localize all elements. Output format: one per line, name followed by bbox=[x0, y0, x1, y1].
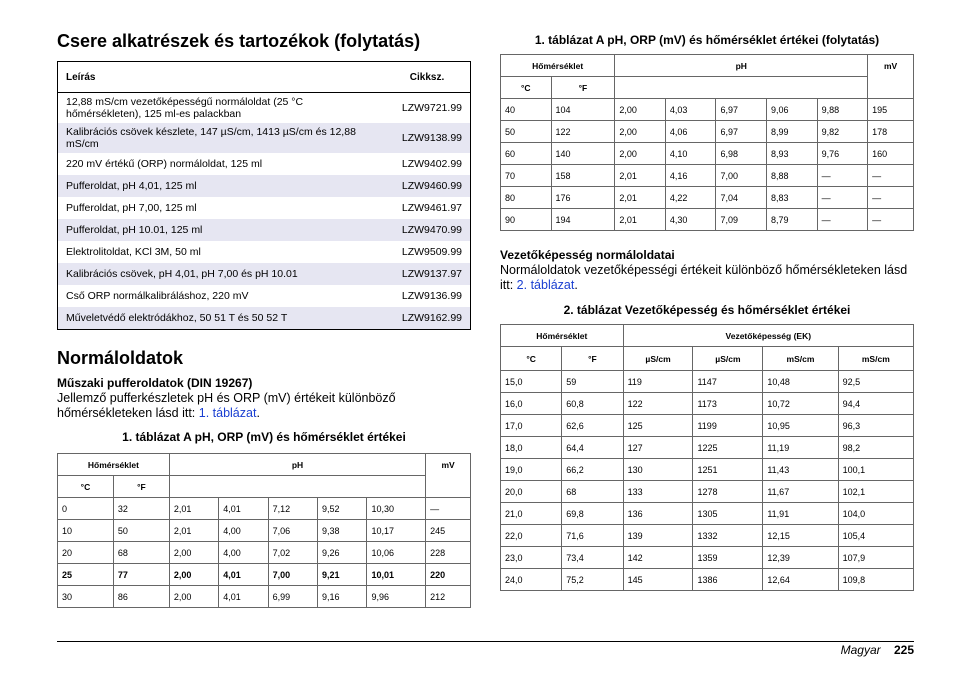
table-cell: 136 bbox=[623, 503, 693, 525]
table-cell: 228 bbox=[426, 542, 471, 564]
table-cell: 4,22 bbox=[665, 187, 716, 209]
table-cell: — bbox=[817, 209, 868, 231]
table-cell: 9,76 bbox=[817, 143, 868, 165]
table-row bbox=[501, 481, 914, 503]
table-cell: 6,98 bbox=[716, 143, 767, 165]
table-cell: 96,3 bbox=[838, 415, 913, 437]
table-cell: 69,8 bbox=[562, 503, 623, 525]
table-cell: — bbox=[817, 187, 868, 209]
table-row bbox=[58, 175, 471, 197]
part-code: LZW9162.99 bbox=[384, 307, 471, 330]
table-cell: 105,4 bbox=[838, 525, 913, 547]
table-cell: 2,00 bbox=[169, 542, 218, 564]
t1c-header-ph-blank bbox=[615, 77, 868, 99]
t1-header-f: °F bbox=[113, 476, 169, 498]
right-column bbox=[500, 30, 914, 591]
table2 bbox=[500, 324, 914, 591]
table-row bbox=[501, 187, 914, 209]
table-cell: 7,06 bbox=[268, 520, 317, 542]
table-cell: 73,4 bbox=[562, 547, 623, 569]
table-cell: 11,67 bbox=[763, 481, 838, 503]
table-cell: 10,17 bbox=[367, 520, 426, 542]
t1c-header-c: °C bbox=[501, 77, 552, 99]
table-row bbox=[58, 263, 471, 285]
part-code: LZW9136.99 bbox=[401, 290, 462, 302]
table-cell: 7,00 bbox=[716, 165, 767, 187]
table-cell: 80 bbox=[501, 187, 552, 209]
table-cell: 100,1 bbox=[838, 459, 913, 481]
table-cell: 107,9 bbox=[838, 547, 913, 569]
table-cell: 4,16 bbox=[665, 165, 716, 187]
t2-header-cond: Vezetőképesség (EK) bbox=[623, 325, 913, 347]
table-row bbox=[58, 285, 471, 307]
table-cell: 15,0 bbox=[501, 371, 562, 393]
table-cell: 1359 bbox=[693, 547, 763, 569]
section-title: Csere alkatrészek és tartozékok (folytatás) bbox=[57, 31, 421, 51]
table-cell: 109,8 bbox=[838, 569, 913, 591]
table-cell: 1199 bbox=[693, 415, 763, 437]
part-description: 12,88 mS/cm vezetőképességű normáloldat (25 °C hőmérsékleten), 125 ml-es palackban bbox=[66, 96, 304, 120]
table-cell: 2,00 bbox=[169, 564, 218, 586]
table-row bbox=[501, 547, 914, 569]
table1-link[interactable]: 1. táblázat bbox=[198, 406, 257, 420]
table-cell: 9,88 bbox=[817, 99, 868, 121]
table-row bbox=[58, 153, 471, 175]
table-cell: 66,2 bbox=[562, 459, 623, 481]
table-cell: 119 bbox=[623, 371, 693, 393]
table-cell: 104,0 bbox=[838, 503, 913, 525]
page-number: 225 bbox=[893, 643, 914, 657]
table-cell: 10,95 bbox=[763, 415, 838, 437]
table-cell: 60 bbox=[501, 143, 552, 165]
t2-header-f: °F bbox=[562, 347, 623, 371]
part-description: Pufferoldat, pH 7,00, 125 ml bbox=[66, 202, 197, 214]
table-cell: 2,01 bbox=[615, 209, 666, 231]
table-cell: 9,26 bbox=[318, 542, 367, 564]
table-cell: 30 bbox=[58, 586, 114, 608]
standards-title: Normáloldatok bbox=[57, 348, 184, 368]
table-cell: 90 bbox=[501, 209, 552, 231]
table-cell: 194 bbox=[551, 209, 615, 231]
t2-header-ms2: mS/cm bbox=[838, 347, 913, 371]
table-cell: 158 bbox=[551, 165, 615, 187]
table-cell: 122 bbox=[551, 121, 615, 143]
table1 bbox=[57, 453, 471, 608]
part-code: LZW9138.99 bbox=[384, 123, 471, 153]
table-cell: 7,09 bbox=[716, 209, 767, 231]
table-cell: 86 bbox=[113, 586, 169, 608]
table2-link[interactable]: 2. táblázat bbox=[516, 278, 575, 292]
table-cell: 4,01 bbox=[219, 564, 268, 586]
table-cell: 64,4 bbox=[562, 437, 623, 459]
table-row bbox=[501, 99, 914, 121]
parts-table bbox=[57, 61, 471, 330]
table-row bbox=[501, 415, 914, 437]
table-row bbox=[58, 586, 471, 608]
table-cell: 9,82 bbox=[817, 121, 868, 143]
table-cell: 12,15 bbox=[763, 525, 838, 547]
table-cell: 0 bbox=[58, 498, 114, 520]
buffer-text-end: . bbox=[256, 406, 260, 420]
table1c-caption: 1. táblázat A pH, ORP (mV) és hőmérséklet értékei (folytatás) bbox=[534, 33, 880, 47]
table-row bbox=[501, 459, 914, 481]
t1-header-temp: Hőmérséklet bbox=[58, 454, 170, 476]
table-row bbox=[501, 569, 914, 591]
table-cell: 4,01 bbox=[219, 498, 268, 520]
table-cell: 40 bbox=[501, 99, 552, 121]
table-cell: 4,06 bbox=[665, 121, 716, 143]
table-cell: 139 bbox=[623, 525, 693, 547]
table-cell: 9,06 bbox=[767, 99, 818, 121]
table-cell: 8,93 bbox=[767, 143, 818, 165]
table-cell: — bbox=[817, 165, 868, 187]
table-row bbox=[501, 165, 914, 187]
table-cell: 50 bbox=[501, 121, 552, 143]
table-cell: 8,88 bbox=[767, 165, 818, 187]
part-description: Cső ORP normálkalibráláshoz, 220 mV bbox=[66, 290, 249, 302]
part-code: LZW9137.97 bbox=[384, 263, 471, 285]
table-cell: 2,01 bbox=[169, 520, 218, 542]
table-cell: 125 bbox=[623, 415, 693, 437]
table-cell: 20,0 bbox=[501, 481, 562, 503]
buffer-paragraph bbox=[57, 391, 471, 421]
table-cell: 24,0 bbox=[501, 569, 562, 591]
table-cell: 1173 bbox=[693, 393, 763, 415]
table-cell: 8,79 bbox=[767, 209, 818, 231]
table-cell: 10,48 bbox=[763, 371, 838, 393]
table-cell: 32 bbox=[113, 498, 169, 520]
table-cell: 22,0 bbox=[501, 525, 562, 547]
table-cell: 1225 bbox=[693, 437, 763, 459]
table-cell: 2,00 bbox=[615, 121, 666, 143]
table-row bbox=[58, 93, 471, 124]
table1-continued-body bbox=[501, 99, 914, 231]
table2-caption: 2. táblázat Vezetőképesség és hőmérséklet értékei bbox=[563, 303, 851, 317]
t2-header-us2: µS/cm bbox=[693, 347, 763, 371]
table-row bbox=[501, 209, 914, 231]
table-cell: 122 bbox=[623, 393, 693, 415]
table-cell: 68 bbox=[562, 481, 623, 503]
table-row bbox=[501, 143, 914, 165]
table-row bbox=[58, 564, 471, 586]
table-cell: 212 bbox=[426, 586, 471, 608]
table-cell: 10 bbox=[58, 520, 114, 542]
table-cell: 6,97 bbox=[716, 99, 767, 121]
part-code: LZW9721.99 bbox=[401, 102, 462, 114]
table-cell: 4,01 bbox=[219, 586, 268, 608]
table-cell: 7,04 bbox=[716, 187, 767, 209]
table-cell: 1147 bbox=[693, 371, 763, 393]
t1-header-ph-blank bbox=[169, 476, 425, 498]
table-row bbox=[501, 121, 914, 143]
part-code: LZW9460.99 bbox=[384, 175, 471, 197]
part-description: Kalibrációs csövek készlete, 147 µS/cm, 1413 µS/cm és 12,88 mS/cm bbox=[58, 123, 385, 153]
part-code: LZW9402.99 bbox=[401, 158, 462, 170]
table-cell: — bbox=[868, 209, 914, 231]
table-cell: 2,01 bbox=[615, 165, 666, 187]
table-cell: 4,00 bbox=[219, 520, 268, 542]
table-cell: 4,10 bbox=[665, 143, 716, 165]
parts-header-description: Leírás bbox=[58, 62, 385, 93]
table-cell: — bbox=[426, 498, 471, 520]
t1c-header-mv: mV bbox=[868, 55, 914, 99]
table-cell: 19,0 bbox=[501, 459, 562, 481]
table-cell: — bbox=[868, 165, 914, 187]
table-cell: 195 bbox=[868, 99, 914, 121]
table-cell: — bbox=[868, 187, 914, 209]
table-cell: 11,19 bbox=[763, 437, 838, 459]
table-cell: 62,6 bbox=[562, 415, 623, 437]
part-description: Pufferoldat, pH 10.01, 125 ml bbox=[58, 219, 385, 241]
conductivity-subtitle: Vezetőképesség normáloldatai bbox=[500, 248, 675, 262]
table-cell: 20 bbox=[58, 542, 114, 564]
table-cell: 71,6 bbox=[562, 525, 623, 547]
table-cell: 8,83 bbox=[767, 187, 818, 209]
table-cell: 18,0 bbox=[501, 437, 562, 459]
table-cell: 2,00 bbox=[169, 586, 218, 608]
table-cell: 7,12 bbox=[268, 498, 317, 520]
table-cell: 6,99 bbox=[268, 586, 317, 608]
table-cell: 220 bbox=[426, 564, 471, 586]
table-cell: 4,30 bbox=[665, 209, 716, 231]
table-row bbox=[58, 241, 471, 263]
part-description: Műveletvédő elektródákhoz, 50 51 T és 50 52 T bbox=[58, 307, 385, 330]
t1-header-mv: mV bbox=[426, 454, 471, 498]
table-cell: 1386 bbox=[693, 569, 763, 591]
part-description: Kalibrációs csövek, pH 4,01, pH 7,00 és pH 10.01 bbox=[58, 263, 385, 285]
table-cell: 104 bbox=[551, 99, 615, 121]
table-cell: 98,2 bbox=[838, 437, 913, 459]
table-cell: 10,30 bbox=[367, 498, 426, 520]
table-cell: 140 bbox=[551, 143, 615, 165]
table2-body bbox=[501, 371, 914, 591]
buffer-text: Jellemző pufferkészletek pH és ORP (mV) értékeit különböző hőmérsékleteken lásd itt: bbox=[57, 391, 396, 420]
table-row bbox=[501, 393, 914, 415]
table-cell: 25 bbox=[58, 564, 114, 586]
table-cell: 1332 bbox=[693, 525, 763, 547]
t1c-header-temp: Hőmérséklet bbox=[501, 55, 615, 77]
table-cell: 2,00 bbox=[615, 99, 666, 121]
cond-text: Normáloldatok vezetőképességi értékeit különböző hőmérsékleteken lásd itt: bbox=[500, 263, 908, 292]
table-row bbox=[58, 542, 471, 564]
table-cell: 11,91 bbox=[763, 503, 838, 525]
table-cell: 4,03 bbox=[665, 99, 716, 121]
table-cell: 10,06 bbox=[367, 542, 426, 564]
table-row bbox=[58, 123, 471, 153]
table-cell: 12,64 bbox=[763, 569, 838, 591]
table-row bbox=[501, 371, 914, 393]
table-cell: 160 bbox=[868, 143, 914, 165]
t1-header-c: °C bbox=[58, 476, 114, 498]
table-cell: 9,38 bbox=[318, 520, 367, 542]
table-cell: 1278 bbox=[693, 481, 763, 503]
table-row bbox=[58, 520, 471, 542]
table-cell: 9,96 bbox=[367, 586, 426, 608]
table-cell: 68 bbox=[113, 542, 169, 564]
table-cell: 23,0 bbox=[501, 547, 562, 569]
table-cell: 92,5 bbox=[838, 371, 913, 393]
table-cell: 4,00 bbox=[219, 542, 268, 564]
t2-header-ms1: mS/cm bbox=[763, 347, 838, 371]
parts-header-code: Cikksz. bbox=[384, 62, 471, 93]
table-row bbox=[501, 437, 914, 459]
table-cell: 59 bbox=[562, 371, 623, 393]
table1-caption: 1. táblázat A pH, ORP (mV) és hőmérséklet értékei bbox=[122, 430, 406, 444]
table-cell: 6,97 bbox=[716, 121, 767, 143]
part-description: Pufferoldat, pH 4,01, 125 ml bbox=[58, 175, 385, 197]
table-cell: 2,00 bbox=[615, 143, 666, 165]
table-cell: 7,02 bbox=[268, 542, 317, 564]
table-cell: 176 bbox=[551, 187, 615, 209]
table-cell: 94,4 bbox=[838, 393, 913, 415]
footer-language: Magyar bbox=[840, 643, 881, 657]
table-cell: 102,1 bbox=[838, 481, 913, 503]
t2-header-us1: µS/cm bbox=[623, 347, 693, 371]
part-code: LZW9470.99 bbox=[384, 219, 471, 241]
table-cell: 10,01 bbox=[367, 564, 426, 586]
table1-continued bbox=[500, 54, 914, 231]
table-cell: 9,52 bbox=[318, 498, 367, 520]
table-cell: 21,0 bbox=[501, 503, 562, 525]
t2-header-c: °C bbox=[501, 347, 562, 371]
parts-body bbox=[58, 93, 471, 330]
table-cell: 133 bbox=[623, 481, 693, 503]
buffer-subtitle: Műszaki pufferoldatok (DIN 19267) bbox=[57, 376, 253, 390]
table-cell: 16,0 bbox=[501, 393, 562, 415]
table-cell: 9,16 bbox=[318, 586, 367, 608]
table-cell: 50 bbox=[113, 520, 169, 542]
t1c-header-ph: pH bbox=[615, 55, 868, 77]
part-code: LZW9461.97 bbox=[401, 202, 462, 214]
page-footer bbox=[841, 643, 914, 657]
t2-header-temp: Hőmérséklet bbox=[501, 325, 624, 347]
table-cell: 77 bbox=[113, 564, 169, 586]
table-cell: 9,21 bbox=[318, 564, 367, 586]
table-cell: 60,8 bbox=[562, 393, 623, 415]
table-cell: 70 bbox=[501, 165, 552, 187]
table-cell: 7,00 bbox=[268, 564, 317, 586]
table-cell: 1251 bbox=[693, 459, 763, 481]
table-cell: 145 bbox=[623, 569, 693, 591]
part-description: Elektrolitoldat, KCl 3M, 50 ml bbox=[66, 246, 201, 258]
table-cell: 75,2 bbox=[562, 569, 623, 591]
table-cell: 12,39 bbox=[763, 547, 838, 569]
table-cell: 17,0 bbox=[501, 415, 562, 437]
table-cell: 8,99 bbox=[767, 121, 818, 143]
table-cell: 127 bbox=[623, 437, 693, 459]
table-cell: 130 bbox=[623, 459, 693, 481]
t1c-header-f: °F bbox=[551, 77, 615, 99]
table-cell: 2,01 bbox=[615, 187, 666, 209]
left-column bbox=[57, 30, 471, 608]
table-row bbox=[58, 197, 471, 219]
cond-text-end: . bbox=[574, 278, 578, 292]
footer-divider bbox=[57, 641, 914, 642]
table-row bbox=[58, 498, 471, 520]
table-cell: 11,43 bbox=[763, 459, 838, 481]
t1-header-ph: pH bbox=[169, 454, 425, 476]
table-cell: 245 bbox=[426, 520, 471, 542]
table-row bbox=[58, 219, 471, 241]
part-code: LZW9509.99 bbox=[401, 246, 462, 258]
table-cell: 1305 bbox=[693, 503, 763, 525]
table-row bbox=[501, 525, 914, 547]
table-cell: 2,01 bbox=[169, 498, 218, 520]
part-description: 220 mV értékű (ORP) normáloldat, 125 ml bbox=[66, 158, 263, 170]
table1-body bbox=[58, 498, 471, 608]
table-row bbox=[501, 503, 914, 525]
conductivity-paragraph bbox=[500, 263, 914, 293]
table-cell: 10,72 bbox=[763, 393, 838, 415]
table-row bbox=[58, 307, 471, 330]
table-cell: 142 bbox=[623, 547, 693, 569]
table-cell: 178 bbox=[868, 121, 914, 143]
